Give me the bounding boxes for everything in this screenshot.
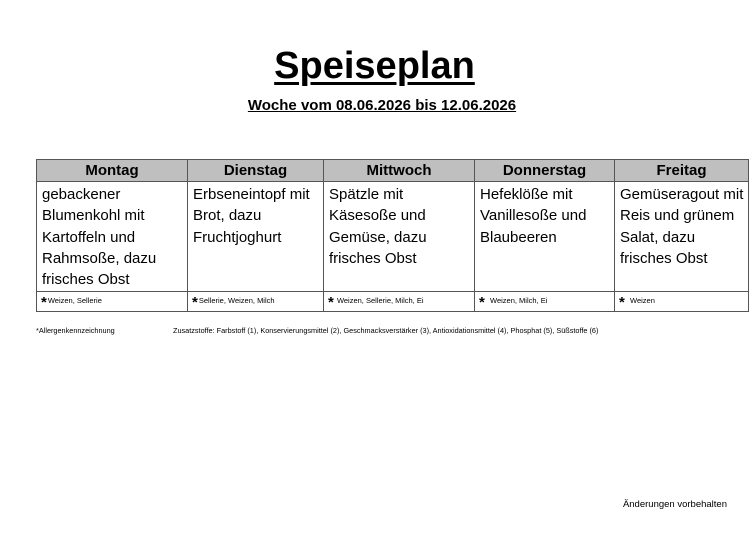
- day-header-tuesday: Dienstag: [188, 160, 324, 182]
- allergen-row: [37, 292, 749, 312]
- allergen-legend: *Allergenkennzeichnung: [36, 326, 115, 335]
- meal-plan-table: [36, 159, 749, 312]
- changes-disclaimer: Änderungen vorbehalten: [622, 499, 727, 510]
- day-header-thursday: Donnerstag: [475, 160, 615, 182]
- allergens-wednesday: [324, 292, 475, 312]
- allergens-tuesday: [188, 292, 324, 312]
- allergens-friday: [615, 292, 749, 312]
- dish-thursday: Hefeklöße mit Vanillesoße und Blaubeeren: [475, 182, 615, 292]
- allergen-list: Weizen, Milch, Ei: [490, 295, 548, 305]
- allergen-marker: *: [328, 293, 334, 311]
- page-title: Speiseplan: [274, 45, 475, 87]
- dish-row: [37, 182, 749, 292]
- dish-tuesday: Erbseneintopf mit Brot, dazu Fruchtjoghurt: [188, 182, 324, 292]
- allergen-marker: *: [41, 293, 47, 311]
- dish-wednesday: Spätzle mit Käsesoße und Gemüse, dazu frisches Obst: [324, 182, 475, 292]
- allergen-list: Weizen: [630, 295, 655, 305]
- day-header-wednesday: Mittwoch: [324, 160, 475, 182]
- allergen-list: Weizen, Sellerie: [47, 295, 102, 305]
- allergens-monday: [37, 292, 188, 312]
- allergen-list: Sellerie, Weizen, Milch: [198, 295, 275, 305]
- day-header-monday: Montag: [37, 160, 188, 182]
- dish-monday: gebackener Blumenkohl mit Kartoffeln und Rahmsoße, dazu frisches Obst: [37, 182, 188, 292]
- day-header-friday: Freitag: [615, 160, 749, 182]
- allergen-marker: *: [192, 293, 198, 311]
- allergen-marker: *: [479, 293, 485, 311]
- table-header-row: [37, 160, 749, 182]
- allergen-list: Weizen, Sellerie, Milch, Ei: [336, 295, 424, 305]
- allergens-thursday: [475, 292, 615, 312]
- additives-legend: Zusatzstoffe: Farbstoff (1), Konservierungsmittel (2), Geschmacksverstärker (3), Antioxidationsmittel (4), Phosphat (5), Süßstoffe (6): [173, 326, 599, 335]
- week-subtitle: Woche vom 08.06.2026 bis 12.06.2026: [247, 97, 517, 114]
- allergen-marker: *: [619, 293, 625, 311]
- dish-friday: Gemüseragout mit Reis und grünem Salat, dazu frisches Obst: [615, 182, 749, 292]
